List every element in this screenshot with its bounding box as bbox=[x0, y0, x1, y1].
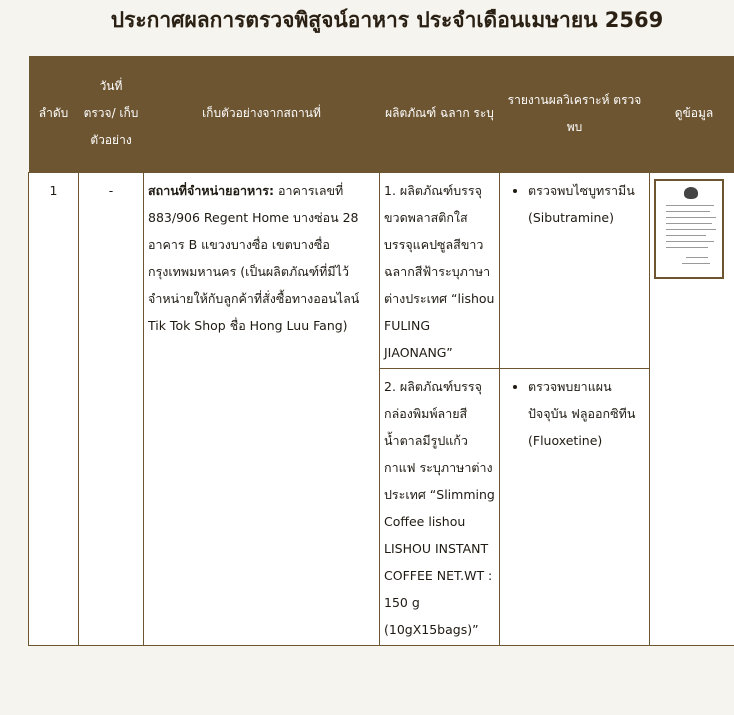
col-header-product: ผลิตภัณฑ์ ฉลาก ระบุ bbox=[380, 56, 500, 172]
col-header-no: ลำดับ bbox=[29, 56, 79, 172]
table-row bbox=[29, 172, 734, 368]
page-title: ประกาศผลการตรวจพิสูจน์อาหาร ประจำเดือนเมษายน 2569 bbox=[110, 8, 664, 32]
result-item-1: • ตรวจพบไซบูทรามีน (Sibutramine) bbox=[528, 177, 645, 231]
cell-view bbox=[650, 172, 734, 645]
cell-date: - bbox=[79, 172, 144, 645]
cell-result-1 bbox=[500, 172, 650, 368]
cell-product-1: 1. ผลิตภัณฑ์บรรจุขวดพลาสติกใส บรรจุแคปซูลสีขาว ฉลากสีฟ้าระบุภาษาต่างประเทศ “lishou FULING JIAONANG” bbox=[380, 172, 500, 368]
cell-no: 1 bbox=[29, 172, 79, 645]
cell-result-2 bbox=[500, 368, 650, 645]
cell-product-2: 2. ผลิตภัณฑ์บรรจุกล่องพิมพ์ลายสีน้ำตาลมีรูปแก้วกาแฟ ระบุภาษาต่างประเทศ “Slimming Coffee lishou LISHOU INSTANT COFFEE NET.WT : 150 g (10gX15bags)” bbox=[380, 368, 500, 645]
store-address: อาคารเลขที่ 883/906 Regent Home บางซ่อน 28 อาคาร B แขวงบางซื่อ เขตบางซื่อ กรุงเทพมหานคร (เป็นผลิตภัณฑ์ที่มีไว้จำหน่ายให้กับลูกค้าที่สั่งซื้อทางออนไลน์ Tik Tok Shop ชื่อ Hong Luu Fang) bbox=[148, 182, 360, 333]
col-header-store: เก็บตัวอย่างจากสถานที่ bbox=[144, 56, 380, 172]
col-header-view: ดูข้อมูล bbox=[650, 56, 734, 172]
col-header-date: วันที่ ตรวจ/ เก็บ ตัวอย่าง bbox=[79, 56, 144, 172]
document-thumbnail[interactable] bbox=[654, 179, 724, 279]
results-table bbox=[28, 56, 734, 646]
result-item-2: • ตรวจพบยาแผนปัจจุบัน ฟลูออกซิทีน (Fluoxetine) bbox=[528, 373, 645, 454]
emblem-icon bbox=[684, 187, 698, 199]
cell-store bbox=[144, 172, 380, 645]
store-label: สถานที่จำหน่ายอาหาร: bbox=[148, 182, 274, 198]
table-header-row bbox=[29, 56, 734, 172]
col-header-result: รายงานผลวิเคราะห์ ตรวจพบ bbox=[500, 56, 650, 172]
